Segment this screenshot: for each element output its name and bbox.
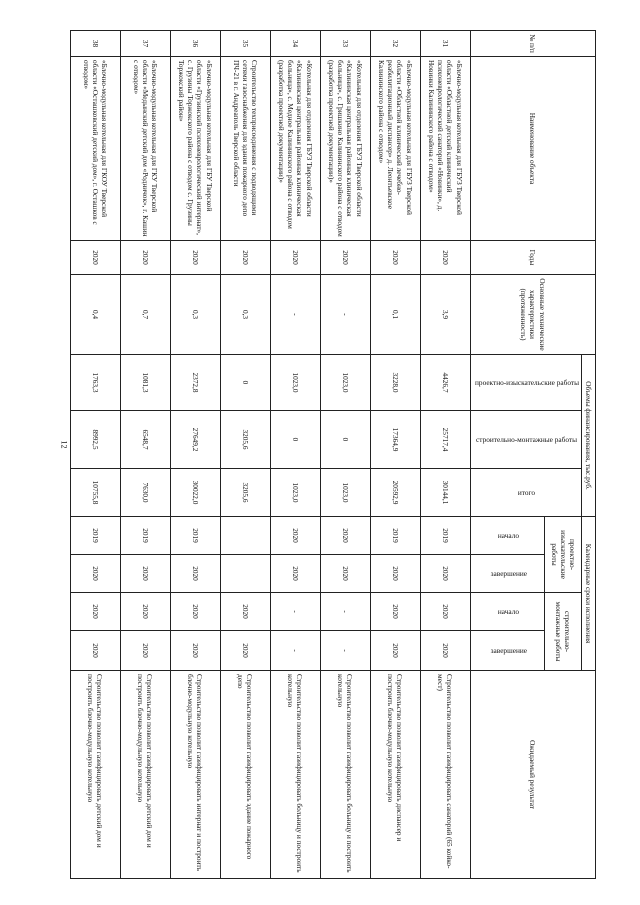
financing-construction-cell: 8992,5 bbox=[70, 411, 120, 469]
header-construction-end: завершение bbox=[470, 631, 545, 671]
financing-total-cell: 1023,0 bbox=[320, 469, 370, 517]
financing-design-cell: 1763,3 bbox=[70, 355, 120, 411]
row-number-cell: 38 bbox=[70, 31, 120, 57]
years-cell: 2020 bbox=[70, 241, 120, 275]
financing-design-cell: 4426,7 bbox=[420, 355, 470, 411]
financing-construction-cell: 0 bbox=[270, 411, 320, 469]
financing-construction-cell: 6548,7 bbox=[120, 411, 170, 469]
financing-design-cell: 0 bbox=[220, 355, 270, 411]
object-name-cell: «Котельная для отделения ГБУЗ Тверской области «Калининская центральная районная клиническая больница», с. Медное Калининского района с отводом (разработка проектной документации)» bbox=[270, 57, 320, 241]
construction-end-cell: 2020 bbox=[420, 631, 470, 671]
row-number-cell: 33 bbox=[320, 31, 370, 57]
financing-design-cell: 1023,0 bbox=[320, 355, 370, 411]
financing-construction-cell: 27649,2 bbox=[170, 411, 220, 469]
object-name-cell: «Котельная для отделения ГБУЗ Тверской области «Калининская центральная районная клиническая больница», с. Гришкино Калининского района с отводом (разработка проектной документации)» bbox=[320, 57, 370, 241]
header-financing-construction: строительно-монтажные работы bbox=[470, 411, 581, 469]
financing-design-cell: 3228,0 bbox=[370, 355, 420, 411]
construction-end-cell: - bbox=[270, 631, 320, 671]
construction-end-cell: 2020 bbox=[170, 631, 220, 671]
expected-result-cell: Строительство позволит газифицировать интернат и построить блочно-модульную котельную bbox=[170, 671, 220, 879]
technical-characteristics-cell: - bbox=[270, 275, 320, 355]
header-schedule-construction: строительно-монтажные работы bbox=[545, 593, 582, 671]
header-expected-result: Ожидаемый результат bbox=[470, 671, 595, 879]
design-start-cell: 2020 bbox=[270, 517, 320, 555]
construction-start-cell: - bbox=[270, 593, 320, 631]
table-row bbox=[320, 31, 370, 879]
table-row bbox=[70, 31, 120, 879]
row-number-cell: 31 bbox=[420, 31, 470, 57]
financing-total-cell: 10755,8 bbox=[70, 469, 120, 517]
years-cell: 2020 bbox=[320, 241, 370, 275]
object-name-cell: «Блочно-модульная котельная для ГБУЗ Тверской области «Областной клинический лечебно-реабилитационный диспансер» д. Леонтьевское Калининского района с отводом» bbox=[370, 57, 420, 241]
header-design-end: завершение bbox=[470, 555, 545, 593]
financing-construction-cell: 0 bbox=[320, 411, 370, 469]
header-construction-start: начало bbox=[470, 593, 545, 631]
header-number: № п/п bbox=[470, 31, 595, 57]
table-row bbox=[170, 31, 220, 879]
table-row bbox=[420, 31, 470, 879]
financing-total-cell: 7630,0 bbox=[120, 469, 170, 517]
expected-result-cell: Строительство позволит газифицировать детский дом и построить блочно-модульную котельную bbox=[70, 671, 120, 879]
design-start-cell: 2019 bbox=[120, 517, 170, 555]
financing-design-cell: 1023,0 bbox=[270, 355, 320, 411]
object-name-cell: «Блочно-модульная котельная для ГБУ Тверской области «Грузинский психоневрологический интернат», с. Грузины Торжокского района с отводом с. Грузины Торжокский район» bbox=[170, 57, 220, 241]
table-body bbox=[70, 31, 470, 879]
design-start-cell: 2019 bbox=[420, 517, 470, 555]
table-row bbox=[370, 31, 420, 879]
table-rotation-frame bbox=[81, 30, 596, 878]
financing-total-cell: 1023,0 bbox=[270, 469, 320, 517]
design-start-cell: 2019 bbox=[70, 517, 120, 555]
years-cell: 2020 bbox=[170, 241, 220, 275]
technical-characteristics-cell: 0,1 bbox=[370, 275, 420, 355]
design-start-cell bbox=[220, 517, 270, 555]
row-number-cell: 36 bbox=[170, 31, 220, 57]
expected-result-cell: Строительство позволит газифицировать санаторий (65 койко-мест) bbox=[420, 671, 470, 879]
table-row bbox=[270, 31, 320, 879]
expected-result-cell: Строительство позволит газифицировать здание пожарного депо bbox=[220, 671, 270, 879]
design-start-cell: 2019 bbox=[370, 517, 420, 555]
financing-construction-cell: 25717,4 bbox=[420, 411, 470, 469]
header-characteristics: Основные технические характеристики (протяженность) bbox=[470, 275, 595, 355]
design-start-cell: 2020 bbox=[320, 517, 370, 555]
design-end-cell: 2020 bbox=[70, 555, 120, 593]
header-financing: Объемы финансирования, тыс.руб. bbox=[581, 355, 595, 517]
construction-end-cell: 2020 bbox=[220, 631, 270, 671]
construction-end-cell: - bbox=[320, 631, 370, 671]
table-row bbox=[220, 31, 270, 879]
expected-result-cell: Строительство позволит газифицировать диспансер и построить блочно-модульную котельную bbox=[370, 671, 420, 879]
technical-characteristics-cell: 0,3 bbox=[170, 275, 220, 355]
years-cell: 2020 bbox=[120, 241, 170, 275]
row-number-cell: 35 bbox=[220, 31, 270, 57]
header-object-name: Наименование объекта bbox=[470, 57, 595, 241]
financing-design-cell: 1081,3 bbox=[120, 355, 170, 411]
financing-total-cell: 30144,1 bbox=[420, 469, 470, 517]
financing-table bbox=[70, 30, 596, 879]
years-cell: 2020 bbox=[420, 241, 470, 275]
object-name-cell: «Блочно-модульная котельная для ГКОУ Тверской области «Осташковский детский дом», г. Осташков с отводом» bbox=[70, 57, 120, 241]
construction-start-cell: 2020 bbox=[120, 593, 170, 631]
financing-table-wrapper bbox=[81, 30, 596, 878]
technical-characteristics-cell: - bbox=[320, 275, 370, 355]
financing-total-cell: 20592,9 bbox=[370, 469, 420, 517]
years-cell: 2020 bbox=[220, 241, 270, 275]
financing-total-cell: 30022,0 bbox=[170, 469, 220, 517]
header-years: Годы bbox=[470, 241, 595, 275]
technical-characteristics-cell: 0,3 bbox=[220, 275, 270, 355]
page-number: 12 bbox=[59, 440, 69, 449]
expected-result-cell: Строительство позволит газифицировать детский дом и построить блочно-модульную котельную bbox=[120, 671, 170, 879]
financing-design-cell: 2372,8 bbox=[170, 355, 220, 411]
technical-characteristics-cell: 3,9 bbox=[420, 275, 470, 355]
construction-start-cell: 2020 bbox=[420, 593, 470, 631]
expected-result-cell: Строительство позволит газифицировать больницу и построить котельную bbox=[320, 671, 370, 879]
design-end-cell: 2020 bbox=[320, 555, 370, 593]
header-schedule-design: проектно-изыскательские работы bbox=[545, 517, 582, 593]
row-number-cell: 34 bbox=[270, 31, 320, 57]
design-end-cell: 2020 bbox=[420, 555, 470, 593]
financing-construction-cell: 3205,6 bbox=[220, 411, 270, 469]
construction-end-cell: 2020 bbox=[70, 631, 120, 671]
design-end-cell: 2020 bbox=[370, 555, 420, 593]
construction-start-cell: 2020 bbox=[70, 593, 120, 631]
row-number-cell: 37 bbox=[120, 31, 170, 57]
construction-end-cell: 2020 bbox=[370, 631, 420, 671]
financing-total-cell: 3205,6 bbox=[220, 469, 270, 517]
row-number-cell: 32 bbox=[370, 31, 420, 57]
construction-start-cell: - bbox=[320, 593, 370, 631]
years-cell: 2020 bbox=[270, 241, 320, 275]
technical-characteristics-cell: 0,4 bbox=[70, 275, 120, 355]
header-schedule: Календарные сроки исполнения bbox=[581, 517, 595, 671]
header-financing-total: итого bbox=[470, 469, 581, 517]
design-end-cell: 2020 bbox=[170, 555, 220, 593]
construction-start-cell: 2020 bbox=[220, 593, 270, 631]
construction-end-cell: 2020 bbox=[120, 631, 170, 671]
technical-characteristics-cell: 0,7 bbox=[120, 275, 170, 355]
object-name-cell: «Блочно-модульная котельная для ГКУ Тверской области «Медынский детский дом «Родничок», г. Кашин с отводом» bbox=[120, 57, 170, 241]
years-cell: 2020 bbox=[370, 241, 420, 275]
object-name-cell: «Блочно-модульная котельная для ГБУЗ Тверской области «Областной детский клинический психоневрологический санаторий «Новинки», д. Новинки Калининского района с отводом» bbox=[420, 57, 470, 241]
construction-start-cell: 2020 bbox=[370, 593, 420, 631]
construction-start-cell: 2020 bbox=[170, 593, 220, 631]
table-row bbox=[120, 31, 170, 879]
financing-construction-cell: 17364,9 bbox=[370, 411, 420, 469]
header-financing-design: проектно-изыскательские работы bbox=[470, 355, 581, 411]
header-design-start: начало bbox=[470, 517, 545, 555]
design-end-cell: 2020 bbox=[120, 555, 170, 593]
expected-result-cell: Строительство позволит газифицировать больницу и построить котельную bbox=[270, 671, 320, 879]
design-end-cell: 2020 bbox=[270, 555, 320, 593]
design-end-cell bbox=[220, 555, 270, 593]
design-start-cell: 2019 bbox=[170, 517, 220, 555]
object-name-cell: Строительство техприсоединения с подводящими сетями газоснабжения для здания пожарного депо ПЧ-21 в г. Андреаполь Тверской области bbox=[220, 57, 270, 241]
